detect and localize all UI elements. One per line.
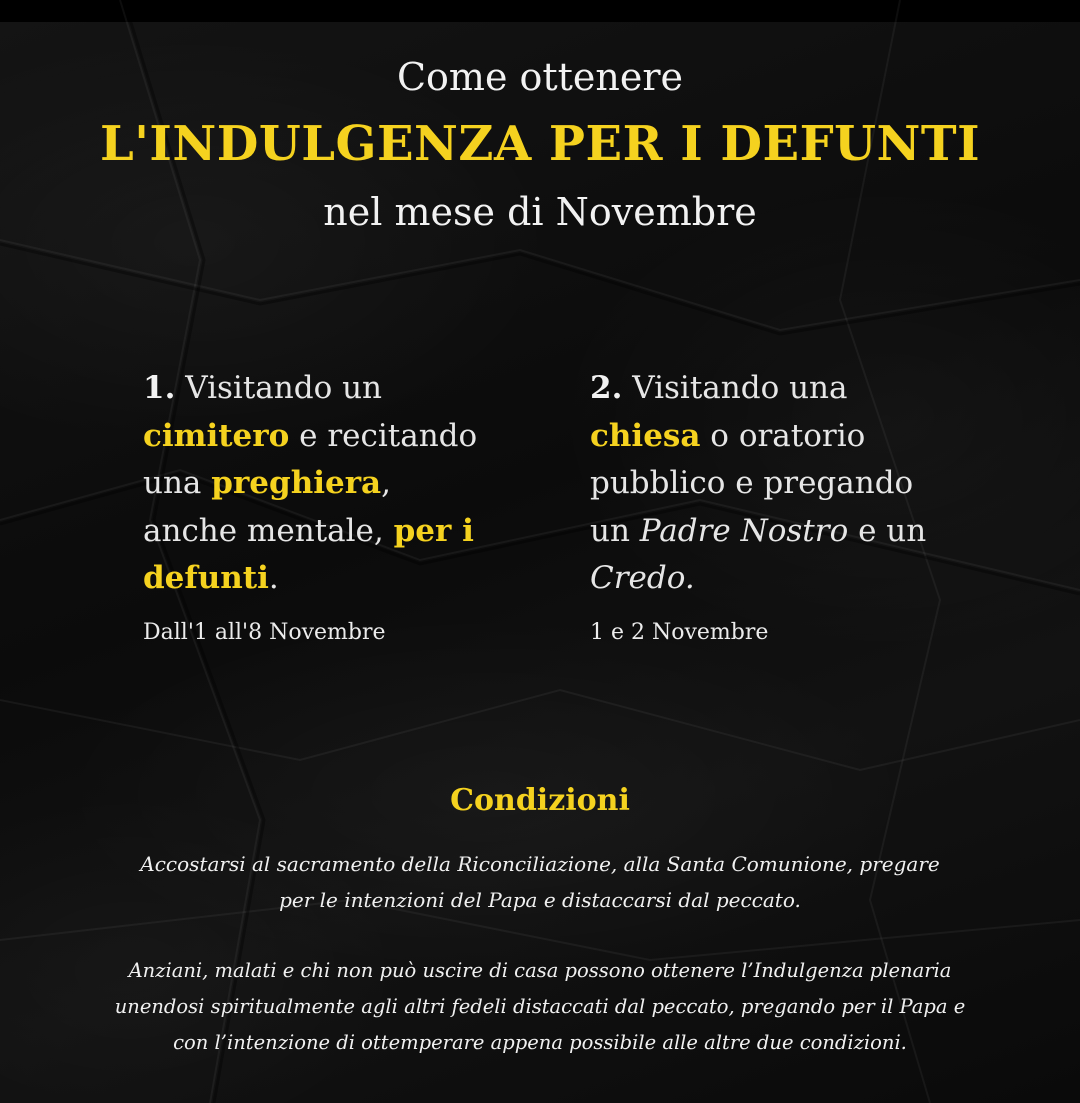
option-1-line-5-end: . xyxy=(268,560,279,596)
option-1-number: 1. xyxy=(143,370,176,406)
option-1-line-3-end: , xyxy=(381,465,392,501)
option-1-line-5 xyxy=(143,555,543,603)
option-2-date: 1 e 2 Novembre xyxy=(590,620,769,645)
conditions-paragraph-2-line-2: unendosi spiritualmente agli altri fedeli distaccati dal peccato, pregando per il Papa e xyxy=(114,995,966,1018)
option-2-line-1 xyxy=(590,365,990,413)
option-2-number: 2. xyxy=(590,370,623,406)
option-2-line-2 xyxy=(590,413,990,461)
option-1-highlight-cimitero: cimitero xyxy=(143,417,290,454)
option-2-italic-padre-nostro: Padre Nostro xyxy=(639,512,849,549)
conditions-paragraph-2 xyxy=(0,953,1080,1061)
option-1-date: Dall'1 all'8 Novembre xyxy=(143,620,386,645)
option-1-line-3-text: una xyxy=(143,465,212,501)
option-1-text xyxy=(143,365,543,603)
conditions-paragraph-2-line-1: Anziani, malati e chi non può uscire di casa possono ottenere l’Indulgenza plenaria xyxy=(128,959,952,982)
conditions-paragraph-2-line-3: con l’intenzione di ottemperare appena possibile alle altre due condizioni. xyxy=(173,1031,907,1054)
conditions-paragraph-1-line-2: per le intenzioni del Papa e distaccarsi dal peccato. xyxy=(279,888,801,912)
option-2-line-4-text: un xyxy=(590,512,640,549)
pre-title: Come ottenere xyxy=(396,55,684,99)
option-1-line-1-text: Visitando un xyxy=(185,370,383,406)
option-2-italic-credo: Credo. xyxy=(590,560,695,596)
conditions-paragraph-1-line-1: Accostarsi al sacramento della Riconciliazione, alla Santa Comunione, pregare xyxy=(140,852,940,876)
option-2-highlight-chiesa: chiesa xyxy=(590,417,701,454)
option-1-line-4-text: anche mentale, xyxy=(143,512,394,549)
post-title: nel mese di Novembre xyxy=(323,190,757,234)
option-1-line-2-text: e recitando xyxy=(289,417,478,454)
option-2-line-5 xyxy=(590,555,990,603)
option-2-line-1-text: Visitando una xyxy=(632,370,848,406)
top-band xyxy=(0,0,1080,22)
option-2-line-4 xyxy=(590,508,990,556)
option-1-highlight-per-i: per i xyxy=(393,512,474,549)
option-2-text xyxy=(590,365,990,603)
option-1-line-1 xyxy=(143,365,543,413)
option-2-line-3 xyxy=(590,460,990,508)
option-2-line-4-end: e un xyxy=(848,512,927,549)
conditions-paragraph-1 xyxy=(0,846,1080,918)
option-1-line-2 xyxy=(143,413,543,461)
option-2-line-3-text: pubblico e pregando xyxy=(590,465,914,501)
option-1-highlight-defunti: defunti xyxy=(143,560,269,596)
option-1-line-4 xyxy=(143,508,543,556)
option-1-highlight-preghiera: preghiera xyxy=(211,465,382,501)
option-1-line-3 xyxy=(143,460,543,508)
conditions-heading: Condizioni xyxy=(450,783,630,818)
option-2-line-2-text: o oratorio xyxy=(700,417,866,454)
main-title: L'INDULGENZA PER I DEFUNTI xyxy=(99,116,981,172)
